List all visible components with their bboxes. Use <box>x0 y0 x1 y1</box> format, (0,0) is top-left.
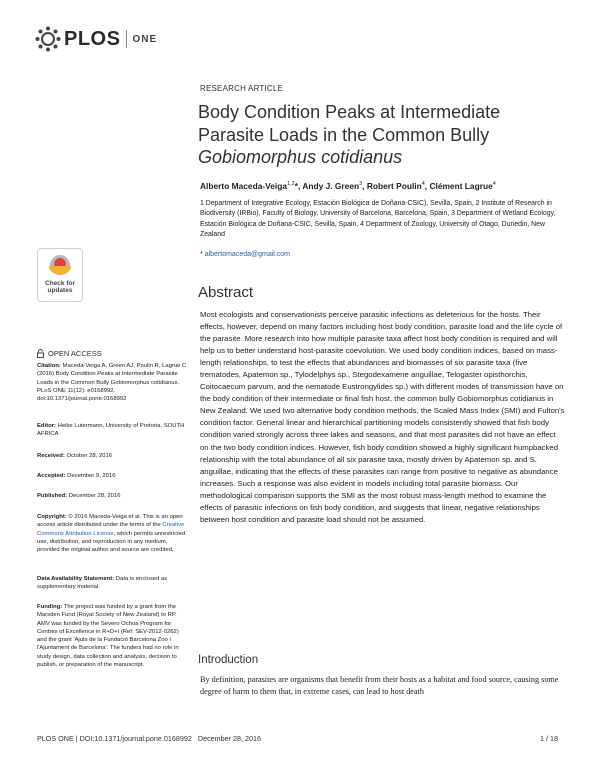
crossmark-ribbon-icon <box>49 266 71 274</box>
editor-text: Heike Lutermann, University of Pretoria, SOUTH AFRICA <box>37 423 185 438</box>
accepted-block <box>37 472 187 480</box>
open-access-label <box>37 349 102 358</box>
author-name[interactable]: Andy J. Green <box>302 181 360 191</box>
funding-label: Funding: <box>37 604 63 610</box>
copyright-text: © 2016 Maceda-Veiga et al. This is an open access article distributed under the terms of the <box>37 514 183 529</box>
funding-text: The project was funded by a grant from the Marsden Fund (Royal Society of New Zealand) to RP. AMV was funded by the Severo Ochoa Program for Centres of Excellence in R+D+I (Ref: SEV-2012-0262) and the grant 'Ajuts de la Fundació Barcelona Zoo i l'Ajuntament de Barcelona'. The funders had no role in study design, data collection and analysis, decision to publish, or preparation of the manuscript. <box>37 604 179 669</box>
page-number: 1 / 18 <box>540 734 558 743</box>
affiliations: 1 Department of Integrative Ecology, Estación Biológica de Doñana-CSIC), Sevilla, Spain, 2 Institute of Research in Biodiversity (IRBio), Faculty of Biology, University of Barcelona, Barcelona, Spain, 3 Department of Wetland Ecology, Estación Biológica de Doñana-CSIC, Sevilla, Spain, 4 Department of Zoology, University of Otago, Dunedin, New Zealand <box>200 200 556 238</box>
author-list: Alberto Maceda-Veiga$^{1,2}$*, Andy J. Green$^3$, Robert Poulin$^4$, Clément Lagrue$^4$ <box>200 181 496 191</box>
copyright-label: Copyright: <box>37 514 67 520</box>
title-line-2: Parasite Loads in the Common Bully <box>198 124 490 145</box>
plos-sunburst-icon <box>35 26 61 52</box>
received-label: Received: <box>37 453 65 459</box>
corresponding-email <box>200 251 290 258</box>
author-affil-sup: 4 <box>492 181 496 188</box>
data-availability-block <box>37 575 187 592</box>
badge-line-2: updates <box>47 287 73 295</box>
article-type: RESEARCH ARTICLE <box>200 84 284 93</box>
abstract-body <box>200 309 566 526</box>
license-link[interactable]: Creative Commons Attribution License <box>37 522 185 537</box>
check-for-updates-badge[interactable] <box>37 248 83 302</box>
author-affil-sup: 1,2 <box>287 181 295 188</box>
published-date: December 28, 2016 <box>68 493 121 499</box>
journal-name: ONE <box>132 33 158 45</box>
email-link[interactable]: albertomaceda@gmail.com <box>204 251 290 258</box>
funding-block <box>37 603 187 669</box>
published-block <box>37 492 187 500</box>
author-name[interactable]: Clément Lagrue <box>429 181 493 191</box>
copyright-text-end: , which permits unrestricted use, distribution, and reproduction in any medium, provided the original author and source are credited. <box>37 530 186 554</box>
abstract-text: Most ecologists and conservationists perceive parasitic infections as deleterious for the hosts. Their effects, however, depend on many factors including host body condition, parasite load and the life cycle of the parasite. More research into how multiple parasite taxa affect host body condition is required and will help us to better understand host-parasite coevolution. We used body condition indices, based on mass-length relationships, to test the effects that abundances and biomasses of six parasite taxa (five trematodes, Apatemon sp., Tylodelphys sp., Stegodexamene anguillae, Telogaster opisthorchis, Coitocaecum parvum, and the nematode Eustrongylides sp.) with different modes of transmission have on the body condition of their intermediate or final fish host, the common bully Gobiomorphus cotidianus in New Zealand. We used two alternative body condition methods, the Scaled Mass Index (SMI) and Fulton's condition factor. General linear and hierarchical partitioning models consistently showed that fish body condition varied strongly across three lakes and seasons, and that most parasites did not have an effect on the two body condition indices. However, fish body condition showed a highly significant humpbacked relationship with the total abundance of all six parasite taxa, mostly driven by Apatemon sp. and S. anguillae, indicating that the effects of these parasites can range from positive to negative as abundance increases. Such a response was also evident in models including total parasite biomass. Our methodological comparison supports the SMI as the most robust mass-length method to examine the effects of parasitic infections on fish body condition, and suggests that linear, negative relationships between host condition and parasite load should not be assumed. <box>200 310 565 524</box>
received-block <box>37 452 187 460</box>
open-lock-icon <box>37 349 44 358</box>
author-name[interactable]: Alberto Maceda-Veiga <box>200 181 288 191</box>
corresponding-mark: * <box>294 181 298 191</box>
plos-one-logo <box>35 26 157 52</box>
author-affil-sup: 3 <box>359 181 363 188</box>
citation-label: Citation: <box>37 363 61 369</box>
accepted-label: Accepted: <box>37 473 66 479</box>
title-line-1: Body Condition Peaks at Intermediate <box>198 102 501 122</box>
logo-text: PLOS <box>64 27 121 50</box>
published-label: Published: <box>37 493 68 499</box>
abstract-heading: Abstract <box>198 284 254 301</box>
introduction-heading: Introduction <box>198 654 259 666</box>
badge-label <box>38 280 82 294</box>
citation-text: Maceda-Veiga A, Green AJ, Poulin R, Lagrue C (2016) Body Condition Peaks at Intermediate Parasite Loads in the Common Bully Gobiomorphus cotidianus. PLoS ONE 11(12): e0168992. doi:10.1371/journal.pone.0168992 <box>37 363 187 403</box>
author-name[interactable]: Robert Poulin <box>366 181 422 191</box>
data-availability-text: Data is enclosed as supplementary material. <box>37 576 168 591</box>
data-availability-label: Data Availability Statement: <box>37 576 115 582</box>
footer-journal-info: PLOS ONE | DOI:10.1371/journal.pone.0168992 December 28, 2016 <box>37 734 262 743</box>
introduction-text: By definition, parasites are organisms that benefit from their hosts as a habitat and food source, causing some degree of harm to them that, in extreme cases, can lead to host death <box>200 675 559 697</box>
email-star: * <box>200 251 203 258</box>
open-access-text: OPEN ACCESS <box>48 349 102 358</box>
author-affil-sup: 4 <box>421 181 425 188</box>
badge-line-1: Check for <box>45 280 75 287</box>
logo-divider <box>126 30 127 48</box>
article-title <box>198 101 558 169</box>
editor-block <box>37 422 187 439</box>
received-date: October 28, 2016 <box>66 453 113 459</box>
accepted-date: December 9, 2016 <box>67 473 116 479</box>
editor-label: Editor: <box>37 423 56 429</box>
title-species: Gobiomorphus cotidianus <box>198 147 403 167</box>
copyright-block <box>37 513 187 554</box>
citation-block <box>37 362 187 403</box>
